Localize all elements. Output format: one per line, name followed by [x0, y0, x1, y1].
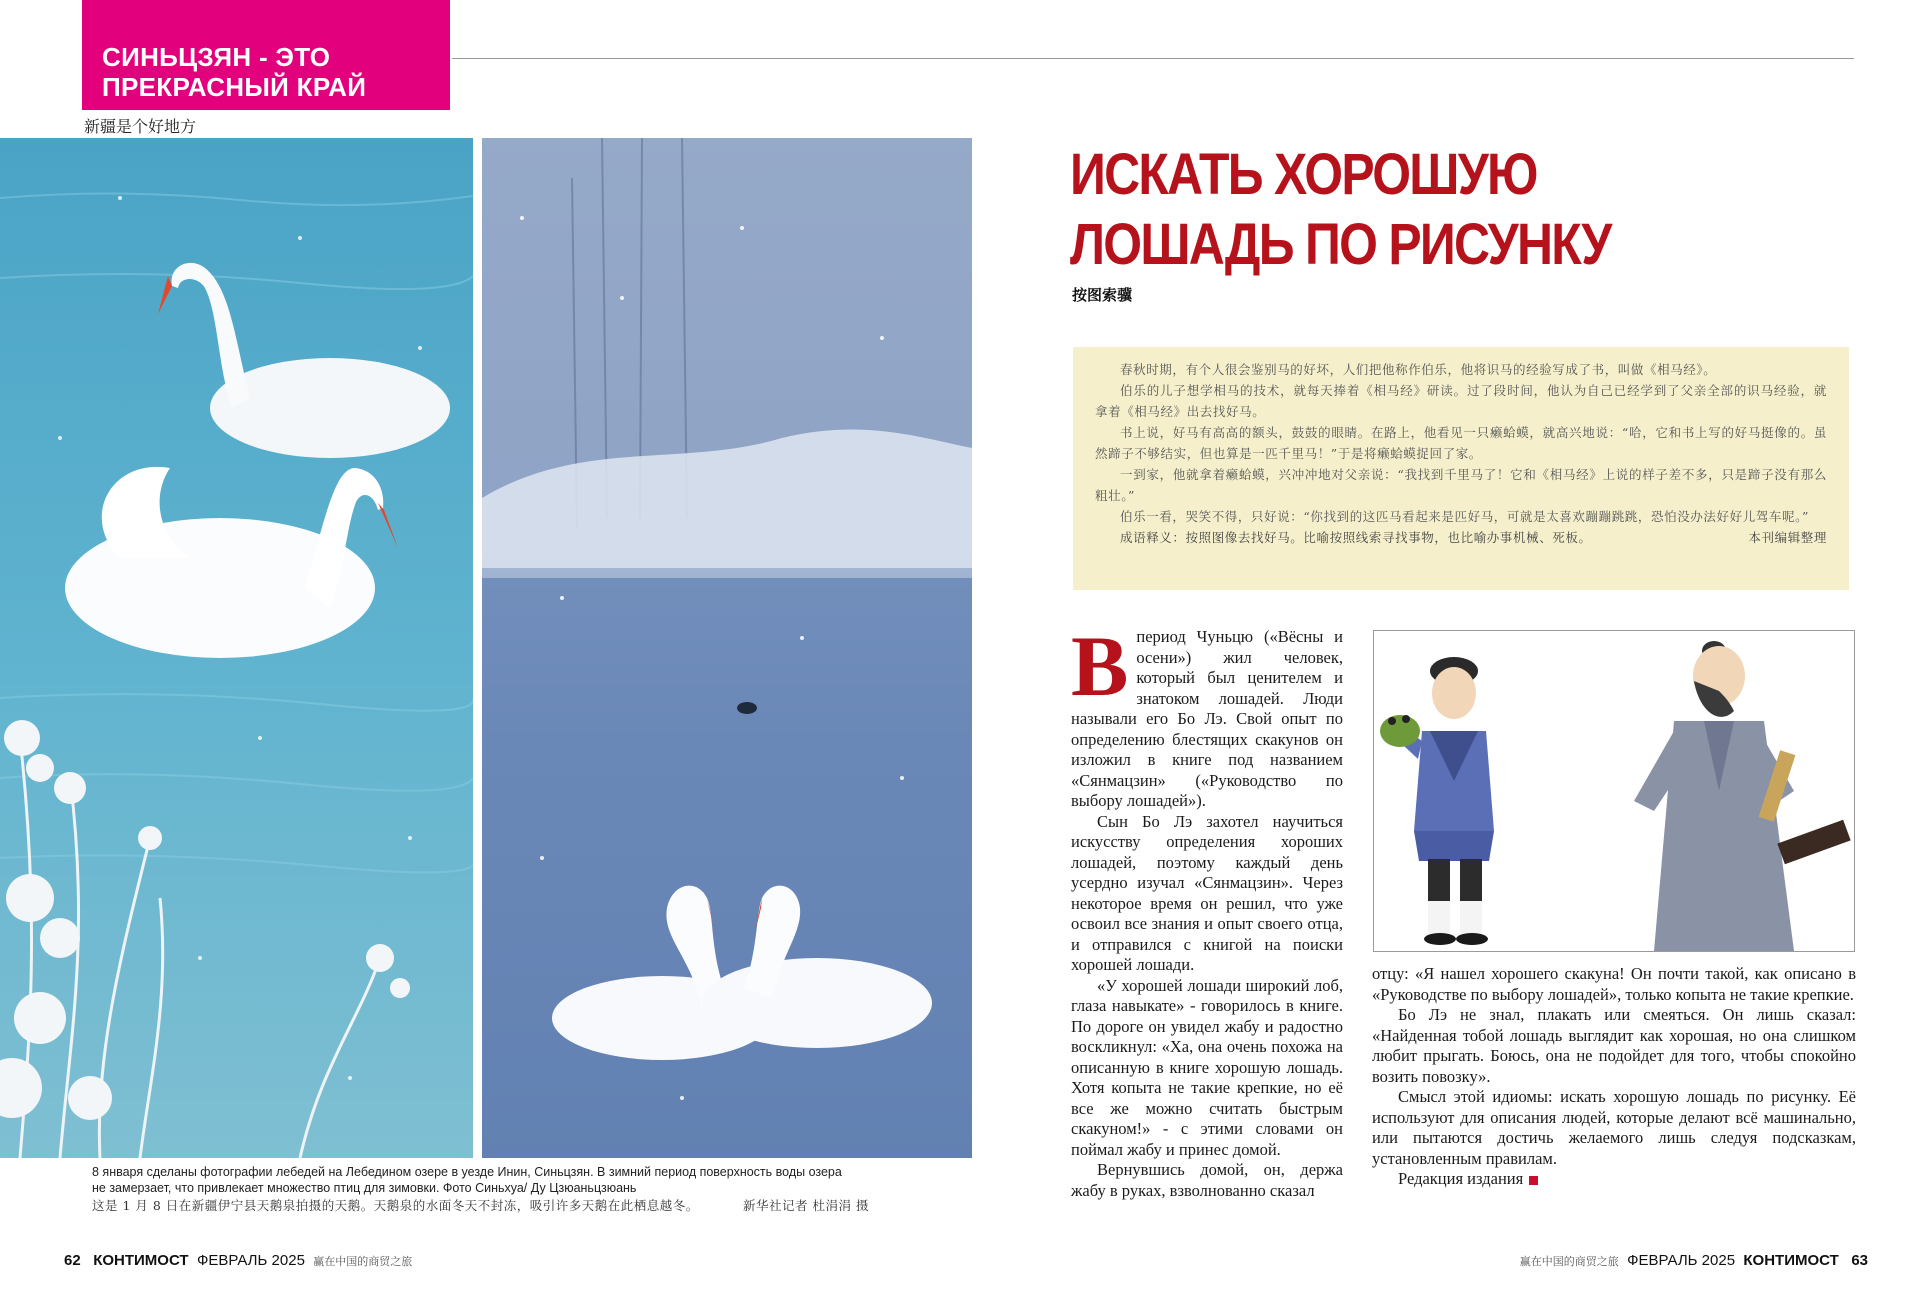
signature-text: Редакция издания	[1398, 1169, 1524, 1188]
cn-paragraph: 春秋时期，有个人很会鉴别马的好坏，人们把他称作伯乐，他将识马的经验写成了书，叫做《相马经》。	[1120, 362, 1717, 377]
cn-paragraph: 书上说，好马有高高的额头，鼓鼓的眼睛。在路上，他看见一只癞蛤蟆，就高兴地说：“哈，它和书上写的好马挺像的。虽然蹄子不够结实，但也算是一匹千里马！”于是将癞蛤蟆捉回了家。	[1095, 425, 1827, 461]
drop-cap: В	[1071, 618, 1129, 714]
article-paragraph: Вернувшись домой, он, держа жабу в руках, взволнованно сказал	[1071, 1160, 1343, 1200]
tagline-cn-left: 赢在中国的商贸之旅	[313, 1255, 413, 1268]
swans-photo-right	[482, 138, 972, 1158]
cn-idiom-meaning	[1095, 527, 1827, 548]
chinese-text-box	[1073, 347, 1849, 590]
swans-photo-left	[0, 138, 473, 1158]
end-square-icon	[1529, 1176, 1538, 1185]
section-tag	[82, 0, 450, 110]
tagline-cn-right: 赢在中国的商贸之旅	[1519, 1255, 1619, 1268]
cn-editor-note: 本刊编辑整理	[1748, 530, 1827, 545]
issue-date-right: ФЕВРАЛЬ 2025	[1627, 1252, 1736, 1269]
article-paragraph: отцу: «Я нашел хорошего скакуна! Он почти такой, как описано в «Руководстве по выбору лошадей», только копыта не такие крепкие.	[1372, 964, 1856, 1004]
page-number-left: 62	[64, 1252, 81, 1269]
page-number-right: 63	[1851, 1252, 1868, 1269]
article-paragraph: Сын Бо Лэ захотел научиться искусству определения хороших лошадей, поэтому каждый день усердно изучал «Сянмацзин». Через некоторое время он решил, что уже освоил все знания и опыт своего отца, и отправился с книгой на поиски хорошей лошади.	[1071, 811, 1343, 974]
article-paragraph	[1071, 618, 1343, 812]
article-title: ИСКАТЬ ХОРОШУЮ ЛОШАДЬ ПО РИСУНКУ	[1070, 142, 1611, 277]
photo-credit-cn: 新华社记者 杜涓涓 摄	[743, 1198, 869, 1213]
cn-paragraph: 一到家，他就拿着癞蛤蟆，兴冲冲地对父亲说：“我找到千里马了！它和《相马经》上说的样子差不多，只是蹄子没有那么粗壮。”	[1095, 467, 1827, 503]
issue-date-left: ФЕВРАЛЬ 2025	[196, 1252, 305, 1269]
article-paragraph: Смысл этой идиомы: искать хорошую лошадь по рисунку. Её используют для описания людей, которые делают всё машинально, или пытаются достичь желаемого лишь следуя подсказкам, установленным правилам.	[1372, 1087, 1856, 1168]
magazine-name-right: КОНТИМОСТ	[1743, 1252, 1839, 1269]
cn-paragraph: 伯乐一看，哭笑不得，只好说：“你找到的这匹马看起来是匹好马，可就是太喜欢蹦蹦跳跳，恐怕没办法好好儿驾车呢。”	[1120, 509, 1809, 524]
photo-caption-cn: 这是 1 月 8 日在新疆伊宁县天鹅泉拍摄的天鹅。天鹅泉的水面冬天不封冻，吸引许多天鹅在此栖息越冬。	[92, 1198, 699, 1213]
article-signature	[1372, 1169, 1856, 1190]
article-column-left	[1071, 618, 1343, 1201]
article-column-right	[1372, 964, 1856, 1190]
header-divider	[452, 58, 1854, 59]
section-title-line1: СИНЬЦЗЯН - ЭТО	[102, 42, 331, 72]
cn-paragraph: 伯乐的儿子想学相马的技术，就每天捧着《相马经》研读。过了段时间，他认为自己已经学到了父亲全部的识马经验，就拿着《相马经》出去找好马。	[1095, 383, 1827, 419]
illustration	[1373, 630, 1855, 952]
section-title-line2: ПРЕКРАСНЫЙ КРАЙ	[102, 72, 367, 102]
article-title-cn: 按图索骥	[1072, 286, 1133, 304]
section-subtitle-cn: 新疆是个好地方	[84, 117, 197, 136]
cn-idiom-text: 成语释义：按照图像去找好马。比喻按照线索寻找事物，也比喻办事机械、死板。	[1120, 530, 1592, 545]
footer-left	[64, 1252, 412, 1269]
footer-right	[1520, 1252, 1868, 1269]
article-paragraph: «У хорошей лошади широкий лоб, глаза навыкате» - говорилось в книге. По дороге он увидел жабу и радостно воскликнул: «Ха, она очень похожа на описанную в книге хорошую лошадь. Хотя копыта не такие крепкие, но её все же можно считать быстрым скакуном!» - с этими словами он поймал жабу и принес домой.	[1071, 975, 1343, 1159]
photo-caption-ru: 8 января сделаны фотографии лебедей на Лебедином озере в уезде Инин, Синьцзян. В зимний период поверхность воды озера не замерзает, что привлекает множество птиц для зимовки. Фото Синьхуа/ Ду Цзюаньцзюань	[92, 1165, 842, 1195]
paragraph-text: период Чуньцю («Вёсны и осени») жил человек, который был ценителем и знатоком лошадей. Люди называли его Бо Лэ. Свой опыт по определению блестящих скакунов он изложил в книге под названием «Сянмацзин» («Руководство по выбору лошадей»).	[1071, 627, 1343, 810]
magazine-name-left: КОНТИМОСТ	[93, 1252, 189, 1269]
article-paragraph: Бо Лэ не знал, плакать или смеяться. Он лишь сказал: «Найденная тобой лошадь выглядит как хорошая, но она слишком любит прыгать. Боюсь, она не подойдет для того, чтобы спокойно возить повозку».	[1372, 1005, 1856, 1086]
